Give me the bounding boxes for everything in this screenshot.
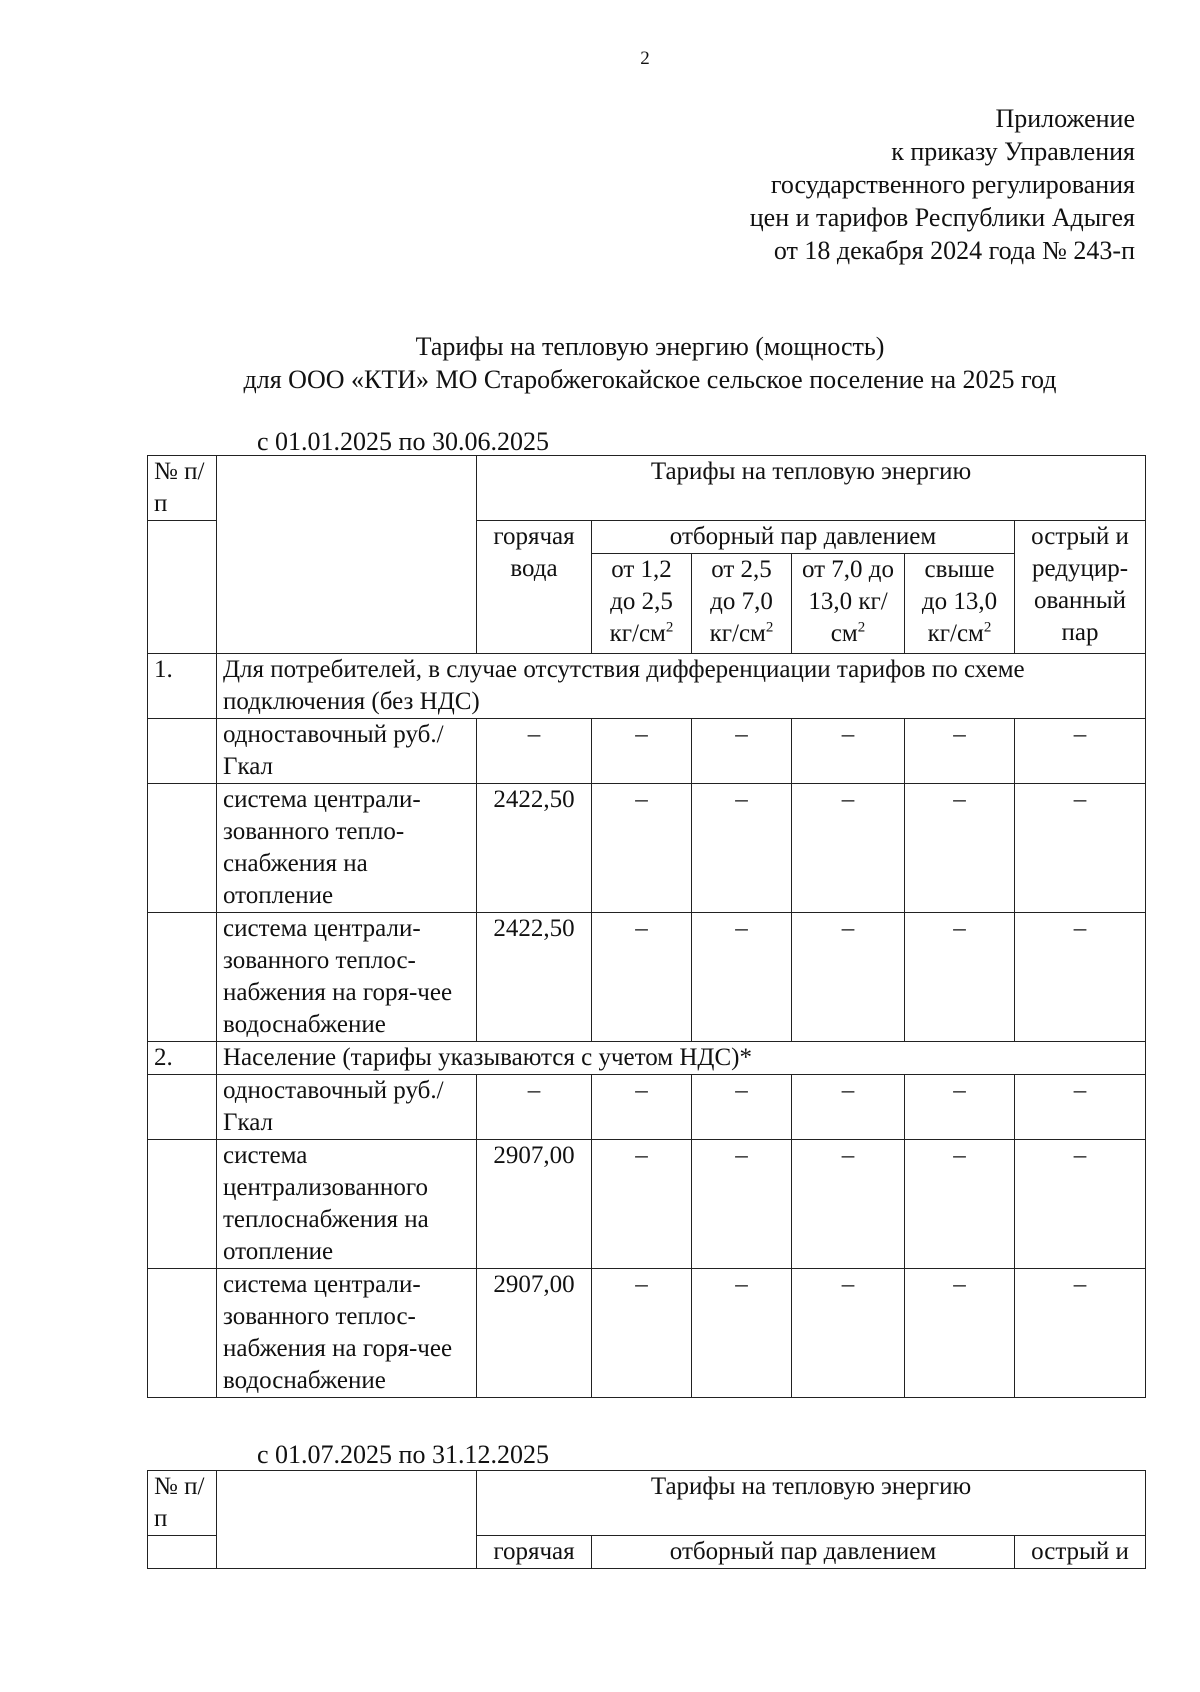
cell-dash: – <box>905 913 1015 1042</box>
cell-dash: – <box>905 719 1015 784</box>
row-num-blank <box>148 1269 217 1398</box>
title-line-2: для ООО «КТИ» МО Старобжегокайское сельское поселение на 2025 год <box>243 365 1057 394</box>
period-2-label: с 01.07.2025 по 31.12.2025 <box>257 1440 549 1469</box>
cell-dash: – <box>1015 1075 1146 1140</box>
annex-line: Приложение <box>995 104 1135 133</box>
title-line-1: Тарифы на тепловую энергию (мощность) <box>415 332 885 361</box>
header-sharp-steam: острый и редуцир-ованный пар <box>1015 521 1146 654</box>
section-2-title: Население (тарифы указываются с учетом НДС)* <box>217 1042 1146 1075</box>
header-steam-4: свыше до 13,0 $кг/см^2$ <box>905 554 1015 654</box>
annex-line: к приказу Управления <box>891 137 1135 166</box>
cell-dash: – <box>792 1075 905 1140</box>
cell-dash: – <box>792 1269 905 1398</box>
header-num: № п/п <box>148 456 217 521</box>
row-label-hot-water: система централи-зованного теплос-набжения на горя-чее водоснабжение <box>217 913 477 1042</box>
cell-dash: – <box>1015 913 1146 1042</box>
row-num-blank <box>148 719 217 784</box>
row-label-single: одноставочный руб./Гкал <box>217 1075 477 1140</box>
header-blank <box>217 1471 477 1569</box>
cell-dash: – <box>692 913 792 1042</box>
section-2-num: 2. <box>148 1042 217 1075</box>
cell-dash: – <box>592 784 692 913</box>
cell-dash: – <box>592 1140 692 1269</box>
period-1-label: с 01.01.2025 по 30.06.2025 <box>257 427 549 456</box>
cell-dash: – <box>792 913 905 1042</box>
row-num-blank <box>148 1075 217 1140</box>
cell-dash: – <box>592 719 692 784</box>
header-steam: отборный пар давлением <box>592 521 1015 554</box>
header-steam-1: от 1,2 до 2,5 $кг/см^2$ <box>592 554 692 654</box>
section-1-title: Для потребителей, в случае отсутствия дифференциации тарифов по схеме подключения (без НДС) <box>217 654 1146 719</box>
cell-dash: – <box>592 1269 692 1398</box>
cell-dash: – <box>1015 1269 1146 1398</box>
page-number: 2 <box>640 48 650 69</box>
cell-dash: – <box>1015 784 1146 913</box>
cell-dash: – <box>905 1269 1015 1398</box>
header-num-continued <box>148 1536 217 1569</box>
annex-line: государственного регулирования <box>770 170 1135 199</box>
cell-dash: – <box>692 719 792 784</box>
cell-dash: – <box>792 719 905 784</box>
cell-value-hot-water: 2907,00 <box>477 1269 592 1398</box>
cell-dash: – <box>692 1075 792 1140</box>
cell-dash: – <box>692 1269 792 1398</box>
row-label-heating: система централизованного теплоснабжения на отопление <box>217 1140 477 1269</box>
cell-dash: – <box>1015 719 1146 784</box>
cell-value-heating: 2907,00 <box>477 1140 592 1269</box>
cell-dash: – <box>1015 1140 1146 1269</box>
annex-line: цен и тарифов Республики Адыгея <box>749 203 1135 232</box>
cell-dash: – <box>477 1075 592 1140</box>
row-num-blank <box>148 784 217 913</box>
header-steam-3: от 7,0 до 13,0 $кг/см^2$ <box>792 554 905 654</box>
cell-dash: – <box>692 784 792 913</box>
cell-dash: – <box>592 913 692 1042</box>
cell-dash: – <box>792 784 905 913</box>
row-num-blank <box>148 913 217 1042</box>
cell-dash: – <box>792 1140 905 1269</box>
annex-line: от 18 декабря 2024 года № 243-п <box>773 236 1135 265</box>
tariff-table-period-1 <box>147 455 1146 1398</box>
header-steam-2: от 2,5 до 7,0 $кг/см^2$ <box>692 554 792 654</box>
cell-value-heating: 2422,50 <box>477 784 592 913</box>
cell-dash: – <box>477 719 592 784</box>
header-num-continued <box>148 521 217 654</box>
row-label-hot-water: система централи-зованного теплос-набжения на горя-чее водоснабжение <box>217 1269 477 1398</box>
header-sharp-steam: острый и <box>1015 1536 1146 1569</box>
header-tariffs: Тарифы на тепловую энергию <box>477 1471 1146 1536</box>
row-label-single: одноставочный руб./Гкал <box>217 719 477 784</box>
row-label-heating: система централи-зованного тепло-снабжения на отопление <box>217 784 477 913</box>
section-1-num: 1. <box>148 654 217 719</box>
cell-dash: – <box>905 1075 1015 1140</box>
header-steam: отборный пар давлением <box>592 1536 1015 1569</box>
cell-dash: – <box>692 1140 792 1269</box>
cell-dash: – <box>905 1140 1015 1269</box>
cell-dash: – <box>592 1075 692 1140</box>
row-num-blank <box>148 1140 217 1269</box>
tariff-table-period-2 <box>147 1470 1146 1569</box>
header-hot-water: горячая вода <box>477 521 592 654</box>
annex-block <box>750 102 1135 267</box>
header-blank <box>217 456 477 654</box>
cell-value-hot-water: 2422,50 <box>477 913 592 1042</box>
header-tariffs: Тарифы на тепловую энергию <box>477 456 1146 521</box>
header-hot-water: горячая <box>477 1536 592 1569</box>
document-title <box>150 330 1150 396</box>
header-num: № п/п <box>148 1471 217 1536</box>
cell-dash: – <box>905 784 1015 913</box>
